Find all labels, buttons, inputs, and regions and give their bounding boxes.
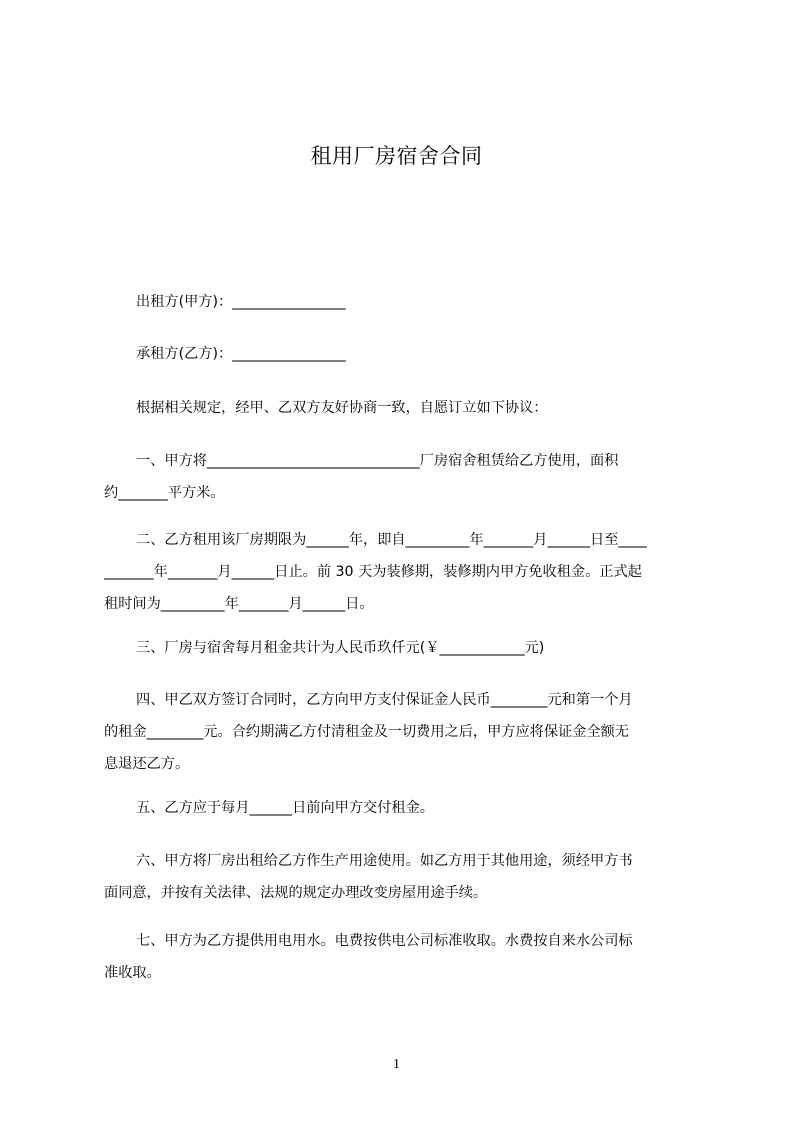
clause-4: 四、甲乙双方签订合同时，乙方向甲方支付保证金人民币________元和第一个月 的租金________元。合约期满乙方付清租金及一切费用之后，甲方应将保证金全额无 息退还乙方。 (104, 692, 633, 772)
lessee-line: 承租方(乙方)：________________ (136, 346, 346, 362)
clause-6: 六、甲方将厂房出租给乙方作生产用途使用。如乙方用于其他用途，须经甲方书 面同意，并按有关法律、法规的规定办理改变房屋用途手续。 (104, 853, 633, 901)
clause-2: 二、乙方租用该厂房期限为______年，即自_________年_______月______日至____ _______年_______月______日止。前 30 天为装修期，装修期内甲方免收租金。正式起 租时间为_________年_______月______日。 (104, 532, 647, 612)
clause-3: 三、厂房与宿舍每月租金共计为人民币玖仟元(￥____________元) (136, 640, 545, 656)
clause-1: 一、甲方将______________________________厂房宿舍租赁给乙方使用，面积 约_______平方米。 (104, 453, 619, 501)
document-title: 租用厂房宿舍合同 (310, 144, 483, 168)
preamble: 根据相关规定，经甲、乙双方友好协商一致，自愿订立如下协议： (136, 400, 548, 416)
page-number: 1 (393, 1057, 400, 1072)
clause-7: 七、甲方为乙方提供用电用水。电费按供电公司标准收取。水费按自来水公司标 准收取。 (104, 933, 633, 981)
lessor-line: 出租方(甲方)：________________ (136, 294, 346, 310)
clause-5: 五、乙方应于每月______日前向甲方交付租金。 (136, 800, 434, 816)
